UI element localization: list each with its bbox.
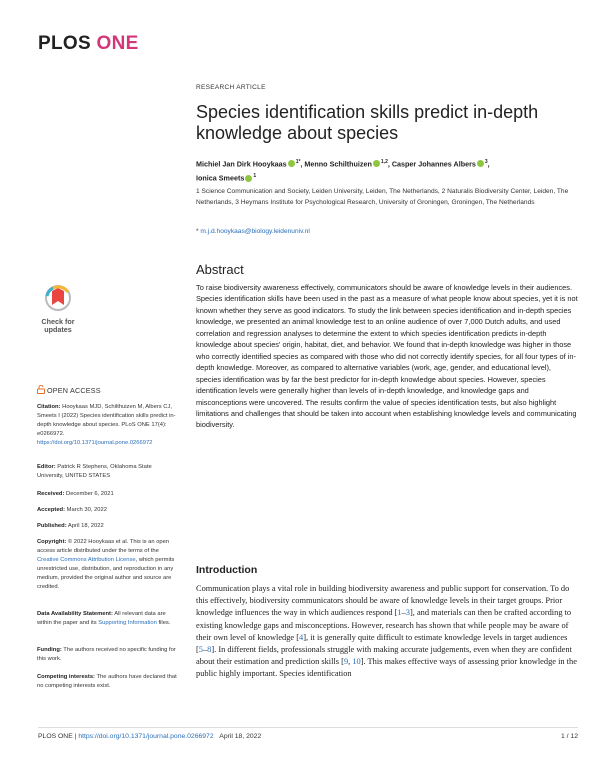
citation-text: Hooykaas MJD, Schilthuizen M, Albers CJ, Smeets I (2022) Species identification skills predict in-depth knowledge about species. PLoS ONE 17(4): e0266972. bbox=[37, 404, 176, 437]
author-name[interactable]: , Menno Schilthuizen bbox=[300, 159, 372, 169]
editor-label: Editor: bbox=[37, 464, 56, 470]
license-link[interactable]: Creative Commons Attribution License bbox=[37, 557, 136, 563]
funding-text: The authors received no specific funding for this work. bbox=[37, 647, 176, 662]
author-affiliation-mark: 1,2 bbox=[380, 159, 388, 165]
editor-text: Patrick R Stephens, Oklahoma State University, UNITED STATES bbox=[37, 464, 152, 479]
funding-block bbox=[37, 646, 177, 664]
citation-doi-link[interactable]: https://doi.org/10.1371/journal.pone.0266972 bbox=[37, 440, 153, 446]
orcid-icon[interactable] bbox=[477, 160, 484, 167]
copyright-text-end: , which permits unrestricted use, distribution, and reproduction in any medium, provided the original author and source are credited. bbox=[37, 557, 175, 590]
abstract-text: To raise biodiversity awareness effectively, communicators should be aware of knowledge levels in their audiences. Species identification skills have been used in the past as a measure of what people know about species, yet it is not known whether they serve as good indicators. To study the link between species identification and in-depth species knowledge, we presented an animal knowledge test to an online audience of over 7,000 Dutch adults, and used correlation and regression analyses to determine the extent to which species identification predicts in-depth knowledge about species' origin, habitat, diet, and behavior. We found that in-depth knowledge was higher in those who correctly identified species as compared with those who did not correctly identify species, for all four types of in-depth knowledge. Moreover, as compared to alternative variables (work, age, gender, and educational level), species identification was by far the best predictor for in-depth knowledge about species. However, species identification levels were generally higher than levels of in-depth knowledge, and knowledge gaps and misconceptions were uncovered. The results confirm the value of species identification tests, but also highlight limitations and challenges that should be taken into account when establishing knowledge levels and communicating biodiversity. bbox=[196, 283, 578, 430]
published-label: Published: bbox=[37, 523, 67, 529]
intro-text: Communication plays a vital role in building biodiversity awareness and public support for conservation. To do this effectively, biodiversity communicators should be aware of knowledge levels in their target groups. Prior knowledge influences the way in which audiences respond [ bbox=[196, 584, 570, 618]
logo-one: ONE bbox=[96, 33, 139, 54]
citation-ref-link[interactable]: 3 bbox=[405, 608, 410, 618]
citation-ref-link[interactable]: 10 bbox=[352, 657, 361, 667]
accepted-label: Accepted: bbox=[37, 507, 66, 513]
citation-label: Citation: bbox=[37, 404, 61, 410]
citation-ref-link[interactable]: 1 bbox=[397, 608, 402, 618]
supporting-info-link[interactable]: Supporting Information bbox=[98, 620, 157, 626]
affiliations: 1 Science Communication and Society, Leiden University, Leiden, The Netherlands, 2 Naturalis Biodiversity Center, Leiden, The Netherlands, 3 Heymans Institute for Psychological Research, University of Groningen, Groningen, The Netherlands bbox=[196, 188, 569, 206]
author-name[interactable]: Michiel Jan Dirk Hooykaas bbox=[196, 159, 287, 169]
orcid-icon[interactable] bbox=[245, 175, 252, 182]
competing-interests-text: The authors have declared that no competing interests exist. bbox=[37, 674, 177, 689]
orcid-icon[interactable] bbox=[373, 160, 380, 167]
footer-date: April 18, 2022 bbox=[219, 733, 262, 740]
competing-interests-block bbox=[37, 673, 177, 691]
data-availability-label: Data Availability Statement: bbox=[37, 611, 113, 617]
citation-ref-link[interactable]: 4 bbox=[299, 632, 304, 642]
journal-logo[interactable] bbox=[38, 33, 139, 55]
published-block bbox=[37, 522, 177, 531]
orcid-icon[interactable] bbox=[288, 160, 295, 167]
received-label: Received: bbox=[37, 491, 65, 497]
crossmark-icon bbox=[35, 283, 81, 317]
corresponding-email bbox=[196, 228, 310, 235]
competing-interests-label: Competing interests: bbox=[37, 674, 95, 680]
footer-divider bbox=[38, 727, 578, 728]
citation-block bbox=[37, 403, 177, 448]
intro-text: ]. In different fields, professionals struggle with making accurate judgements, even when they are confident about their estimation and prediction skills [ bbox=[196, 645, 572, 667]
accepted-block bbox=[37, 506, 177, 515]
intro-text: ], it is generally quite difficult to estimate knowledge levels in target audiences [ bbox=[196, 632, 568, 655]
logo-plos: PLOS bbox=[38, 33, 91, 54]
copyright-block bbox=[37, 538, 177, 592]
intro-text: , bbox=[348, 657, 353, 667]
footer-separator: | bbox=[72, 733, 79, 740]
introduction-heading: Introduction bbox=[196, 564, 258, 576]
citation-ref-link[interactable]: 8 bbox=[207, 645, 212, 655]
article-type: RESEARCH ARTICLE bbox=[196, 84, 266, 91]
author-affiliation-mark: 3 bbox=[484, 159, 488, 165]
copyright-label: Copyright: bbox=[37, 539, 67, 545]
intro-text: – bbox=[401, 608, 406, 618]
data-availability-text-end: files. bbox=[156, 620, 171, 626]
author-list bbox=[196, 156, 576, 185]
open-access-text: OPEN ACCESS bbox=[47, 386, 101, 395]
page-number: 1 / 12 bbox=[560, 733, 578, 740]
data-availability-block bbox=[37, 610, 177, 628]
asterisk-icon: * bbox=[196, 228, 201, 235]
accepted-date: March 30, 2022 bbox=[65, 507, 107, 513]
intro-text: ], and materials can then be crafted according to existing knowledge gaps and misconceptions. However, research has shown that while people may be aware of their own level of knowledge [ bbox=[196, 608, 572, 642]
author-separator: , bbox=[487, 159, 490, 169]
intro-text: ]. This makes effective ways of assessing prior knowledge in the public highly important. Species identification bbox=[196, 657, 577, 679]
author-name[interactable]: , Casper Johannes Albers bbox=[387, 159, 476, 169]
footer-doi-link[interactable]: https://doi.org/10.1371/journal.pone.0266972 bbox=[78, 733, 214, 740]
badge-label bbox=[35, 318, 81, 334]
citation-ref-link[interactable]: 5 bbox=[198, 645, 203, 655]
editor-block bbox=[37, 463, 177, 481]
intro-text: – bbox=[202, 645, 208, 655]
footer-journal: PLOS ONE bbox=[38, 733, 73, 740]
badge-line2: updates bbox=[44, 325, 72, 334]
email-link[interactable]: m.j.d.hooykaas@biology.leidenuniv.nl bbox=[200, 228, 310, 235]
citation-ref-link[interactable]: 9 bbox=[343, 657, 349, 667]
copyright-text: © 2022 Hooykaas et al. This is an open access article distributed under the terms of the bbox=[37, 539, 170, 554]
badge-line1: Check for bbox=[41, 317, 75, 326]
open-lock-icon bbox=[37, 385, 45, 394]
introduction-text bbox=[196, 583, 580, 681]
article-title: Species identification skills predict in-depth knowledge about species bbox=[196, 102, 539, 143]
data-availability-text: All relevant data are within the paper and its bbox=[37, 611, 166, 626]
open-access-label bbox=[37, 385, 101, 395]
published-date: April 18, 2022 bbox=[66, 523, 104, 529]
page-footer bbox=[38, 733, 578, 740]
author-affiliation-mark: 1 bbox=[253, 173, 257, 180]
received-block bbox=[37, 490, 177, 499]
abstract-heading: Abstract bbox=[196, 262, 244, 277]
received-date: December 6, 2021 bbox=[64, 491, 114, 497]
author-affiliation-mark: 1* bbox=[295, 159, 301, 165]
funding-label: Funding: bbox=[37, 647, 62, 653]
author-name[interactable]: Ionica Smeets bbox=[196, 173, 245, 183]
